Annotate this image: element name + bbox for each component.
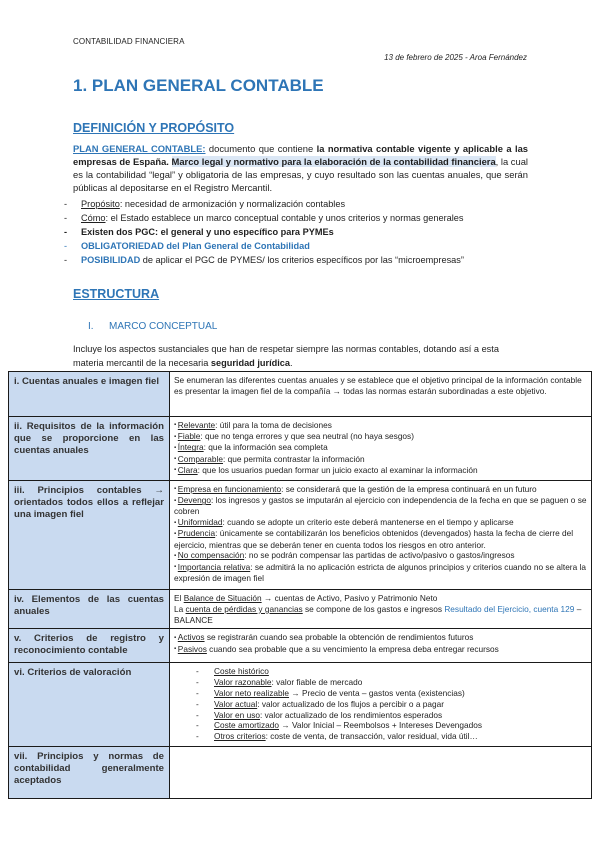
definition-bullet-list bbox=[64, 197, 464, 267]
row-content bbox=[170, 747, 592, 799]
list-item: ▪ Fiable: que no tenga errores y que sea neutral (no haya sesgos) bbox=[174, 431, 587, 442]
list-item: ▪ Activos se registrarán cuando sea probable la obtención de rendimientos futuros bbox=[174, 632, 587, 643]
list-item: ▪ Íntegra: que la información sea completa bbox=[174, 442, 587, 453]
list-item: - Valor razonable: valor fiable de mercado bbox=[196, 677, 587, 688]
intro-paragraph: Incluye los aspectos sustanciales que han de respetar siempre las normas contables, dotando así a esta materia mercantil de la necesaria seguridad jurídica. bbox=[73, 344, 499, 368]
list-item: - Cómo: el Estado establece un marco conceptual contable y unos criterios y normas generales bbox=[64, 211, 464, 225]
table-row bbox=[9, 481, 592, 590]
list-item: ▪ Empresa en funcionamiento: se considerará que la gestión de la empresa continuará en un futuro bbox=[174, 484, 587, 495]
list-item: ▪ Prudencia: únicamente se contabilizarán los beneficios obtenidos (devengados) hasta la fecha de cierre del ejercicio, mientras que se deberán tener en cuenta todos los riesgos en otro anterior. bbox=[174, 528, 587, 550]
list-item: ▪ Uniformidad: cuando se adopte un criterio este deberá mantenerse en el tiempo y aplicarse bbox=[174, 517, 587, 528]
table-row bbox=[9, 629, 592, 663]
table-row bbox=[9, 372, 592, 417]
definition-paragraph: PLAN GENERAL CONTABLE: documento que contiene la normativa contable vigente y aplicable a las empresas de España. Marco legal y normativo para la elaboración de la contabilidad financiera, la cual es la contabilidad “legal” y obligatoria de las empresas, y cuyo resultado son las cuentas anuales, que serán públicas al depositarse en el Registro Mercantil. bbox=[73, 143, 528, 193]
row-label: iii. Principios contables → orientados todos ellos a reflejar una imagen fiel bbox=[9, 481, 170, 590]
section-heading-definicion: DEFINICIÓN Y PROPÓSITO bbox=[73, 121, 235, 135]
list-item: - OBLIGATORIEDAD del Plan General de Contabilidad bbox=[64, 239, 464, 253]
section-heading-estructura: ESTRUCTURA bbox=[73, 287, 160, 301]
row-content: Se enumeran las diferentes cuentas anuales y se establece que el objetivo principal de la información contable es presentar la imagen fiel de la compañía → todas las normas estarán subordinadas a este objetivo. bbox=[170, 372, 592, 417]
row-label: vii. Principios y normas de contabilidad generalmente aceptados bbox=[9, 747, 170, 799]
list-item: ▪ Importancia relativa: se admitirá la no aplicación estricta de algunos principios y criterios cuando no se altera la expresión de imagen fiel bbox=[174, 562, 587, 584]
row-label: iv. Elementos de las cuentas anuales bbox=[9, 590, 170, 629]
row-label: v. Criterios de registro y reconocimiento contable bbox=[9, 629, 170, 663]
list-item: ▪ Comparable: que permita contrastar la información bbox=[174, 454, 587, 465]
table-row bbox=[9, 663, 592, 747]
list-item: - Valor actual: valor actualizado de los flujos a percibir o a pagar bbox=[196, 699, 587, 710]
row-label: vi. Criterios de valoración bbox=[9, 663, 170, 747]
list-item: ▪ Devengo: los ingresos y gastos se imputarán al ejercicio con independencia de la fecha en que se paguen o se cobren bbox=[174, 495, 587, 517]
row-content bbox=[170, 481, 592, 590]
page-title: 1. PLAN GENERAL CONTABLE bbox=[73, 76, 324, 95]
list-item: - Otros criterios: coste de venta, de transacción, valor residual, vida útil… bbox=[196, 731, 587, 742]
list-item: ▪ Relevante: útil para la toma de decisiones bbox=[174, 420, 587, 431]
row-content bbox=[170, 663, 592, 747]
highlighted-text: Marco legal y normativo para la elaboración de la contabilidad financiera bbox=[171, 156, 496, 167]
row-content bbox=[170, 629, 592, 663]
row-label: i. Cuentas anuales e imagen fiel bbox=[9, 372, 170, 417]
subsection-heading: I. MARCO CONCEPTUAL bbox=[88, 321, 218, 332]
list-item: ▪ Clara: que los usuarios puedan formar un juicio exacto al examinar la información bbox=[174, 465, 587, 476]
list-item: - POSIBILIDAD de aplicar el PGC de PYMES/ los criterios específicos por las “microempresas” bbox=[64, 253, 464, 267]
table-row bbox=[9, 747, 592, 799]
table-row bbox=[9, 417, 592, 481]
pgc-term: PLAN GENERAL CONTABLE: bbox=[73, 143, 206, 154]
list-item: - Coste histórico bbox=[196, 666, 587, 677]
row-label: ii. Requisitos de la información que se proporcione en las cuentas anuales bbox=[9, 417, 170, 481]
document-header: CONTABILIDAD FINANCIERA bbox=[73, 37, 185, 46]
list-item: ▪ Pasivos cuando sea probable que a su vencimiento la empresa deba entregar recursos bbox=[174, 644, 587, 655]
list-item: - Coste amortizado → Valor Inicial – Reembolsos + Intereses Devengados bbox=[196, 720, 587, 731]
list-item: - Valor en uso: valor actualizado de los rendimientos esperados bbox=[196, 710, 587, 721]
list-item: - Propósito: necesidad de armonización y normalización contables bbox=[64, 197, 464, 211]
list-item: - Valor neto realizable → Precio de venta – gastos venta (existencias) bbox=[196, 688, 587, 699]
framework-table bbox=[8, 371, 592, 799]
row-content bbox=[170, 417, 592, 481]
date-author: 13 de febrero de 2025 - Aroa Fernández bbox=[384, 53, 527, 62]
list-item: ▪ No compensación: no se podrán compensar las partidas de activo/pasivo o gastos/ingresos bbox=[174, 550, 587, 561]
row-content: El Balance de Situación → cuentas de Activo, Pasivo y Patrimonio Neto La cuenta de pérdidas y ganancias se compone de los gastos e ingresos Resultado del Ejercicio, cuenta 129 – BALANCE bbox=[170, 590, 592, 629]
table-row bbox=[9, 590, 592, 629]
list-item: - Existen dos PGC: el general y uno específico para PYMEs bbox=[64, 225, 464, 239]
